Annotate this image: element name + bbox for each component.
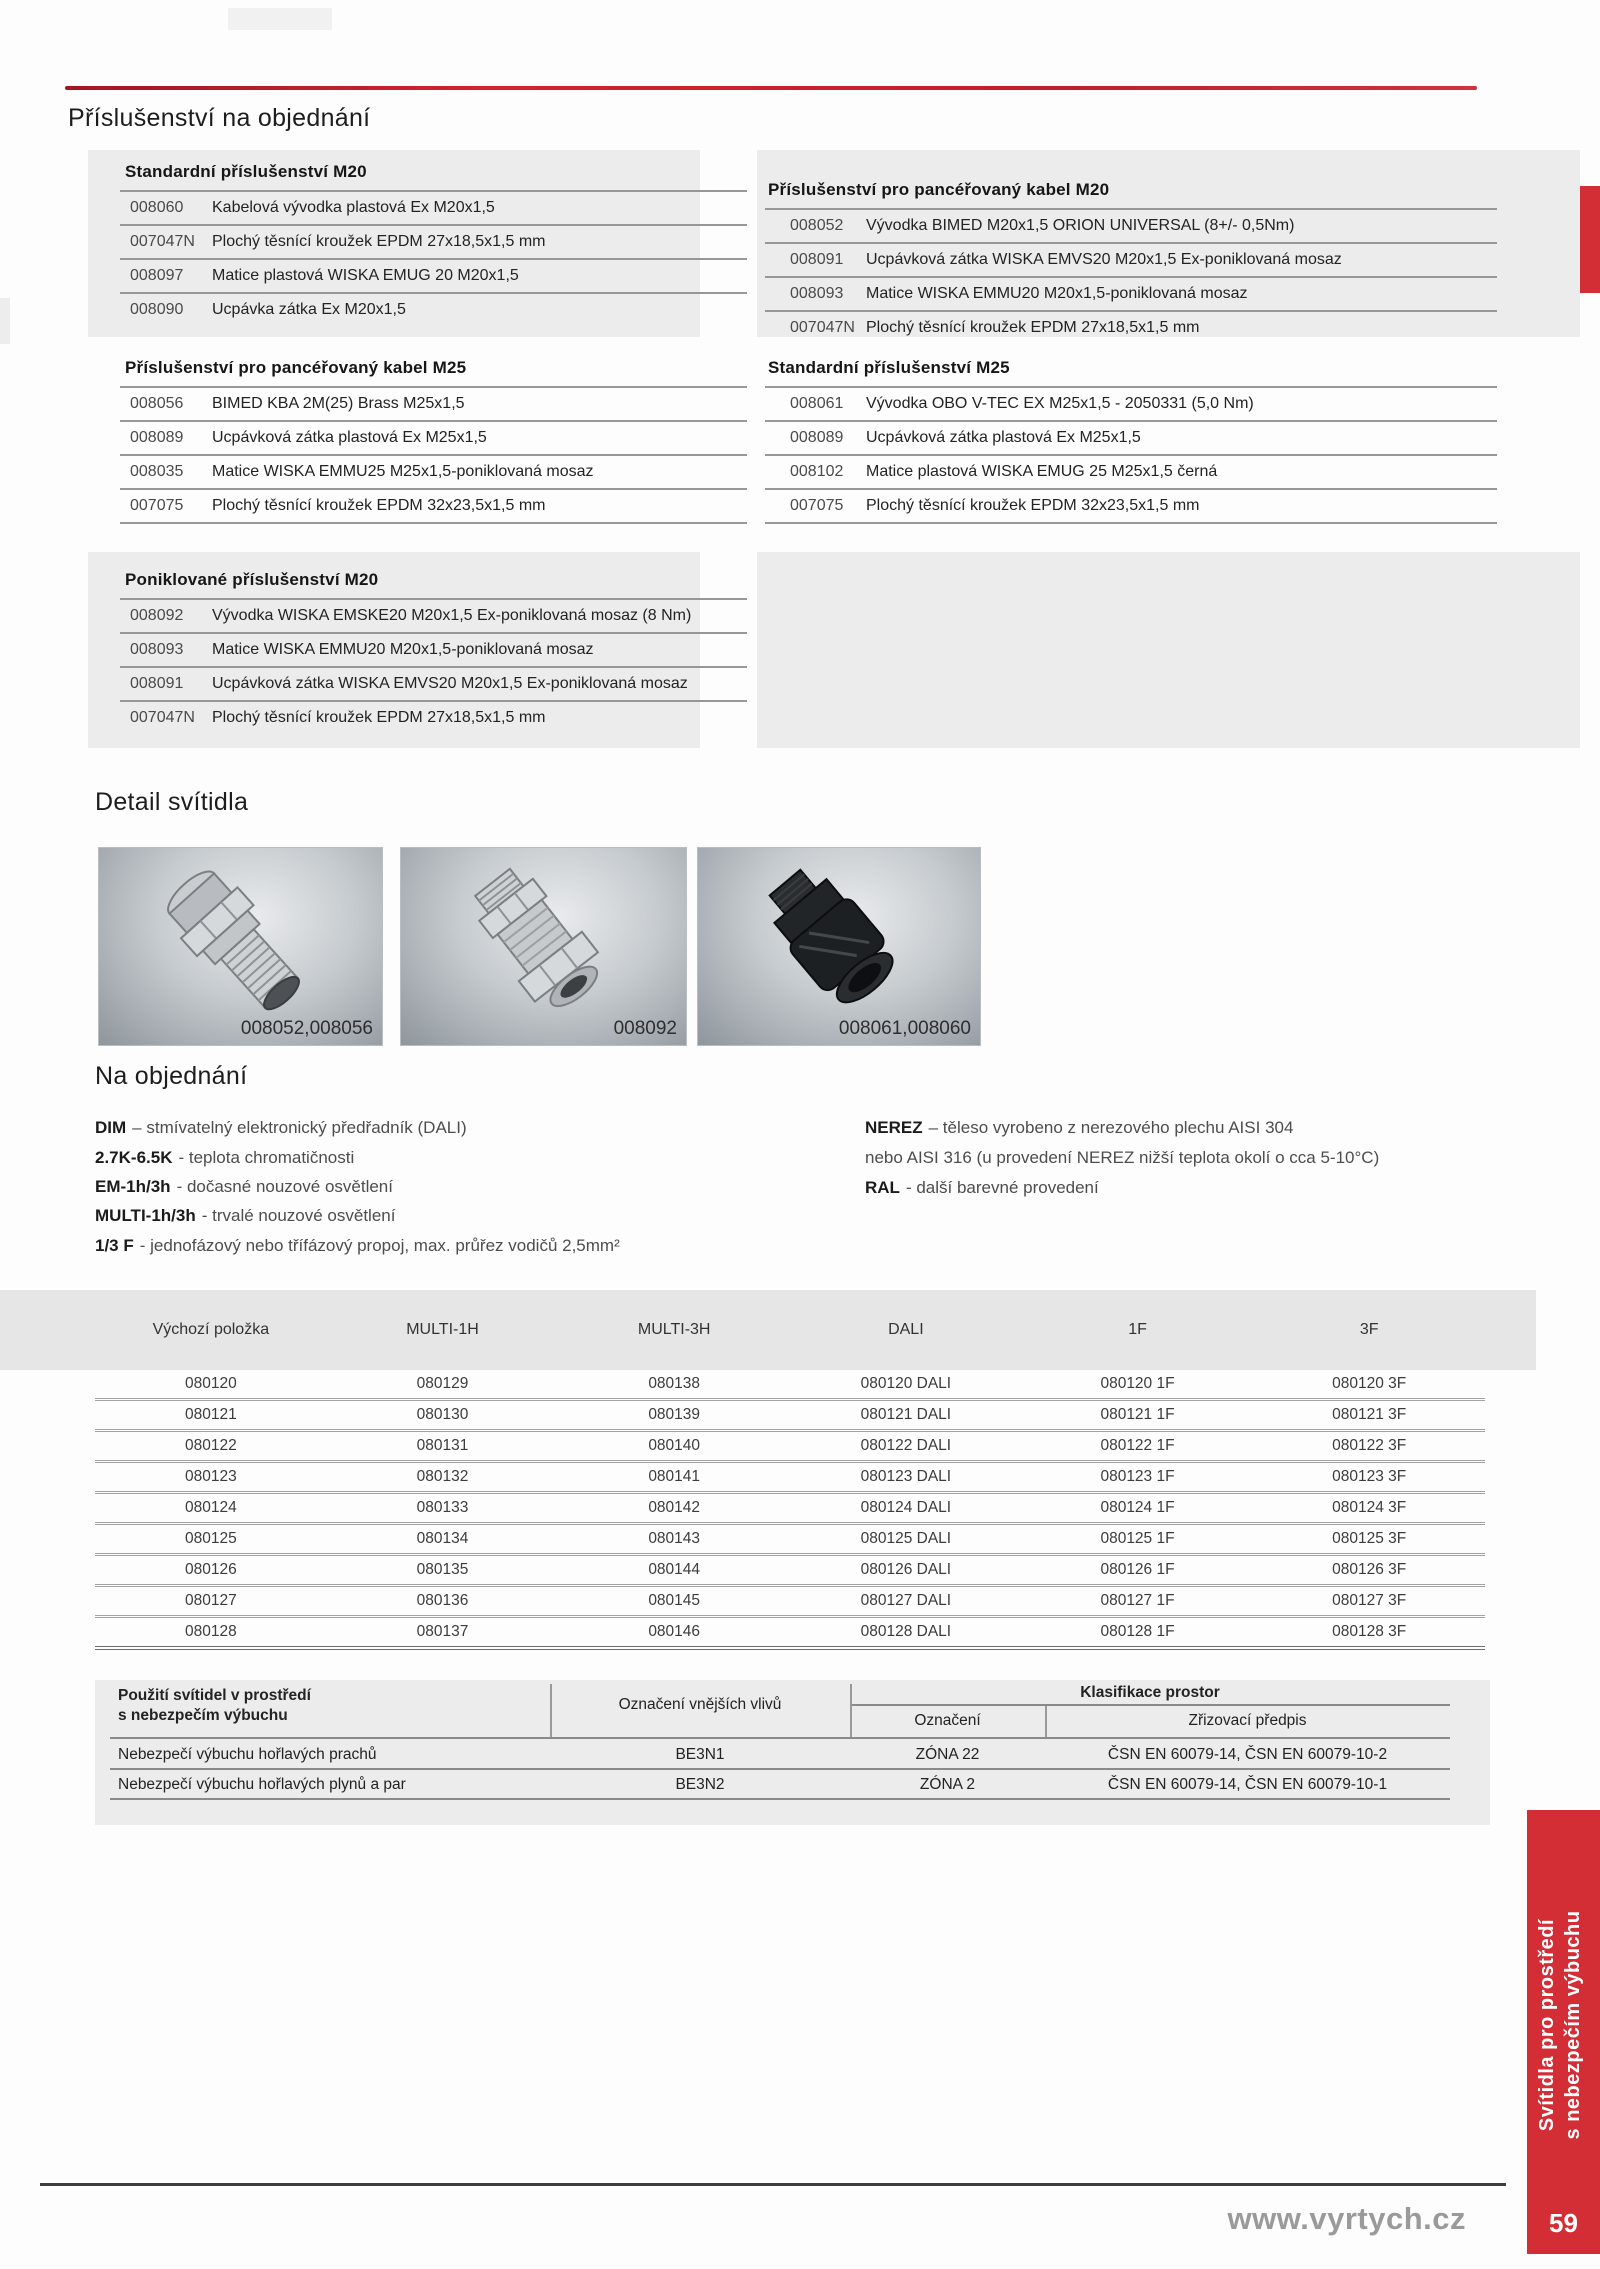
feature-term: 2.7K-6.5K bbox=[95, 1148, 173, 1167]
item-code: 008089 bbox=[790, 429, 844, 446]
matrix-cell: 080124 1F bbox=[1100, 1499, 1175, 1516]
accessory-row bbox=[120, 292, 747, 326]
matrix-cell: 080123 bbox=[184, 1468, 237, 1485]
classification-subheader-designation: Označení bbox=[914, 1712, 981, 1729]
classification-header-rule bbox=[110, 1737, 1450, 1739]
feature-dim bbox=[95, 1118, 467, 1138]
matrix-row bbox=[95, 1370, 1485, 1401]
table-title: Příslušenství pro pancéřovaný kabel M20 bbox=[768, 180, 1110, 199]
table-nickel-m20 bbox=[120, 570, 747, 734]
matrix-column-header: MULTI-1H bbox=[406, 1321, 479, 1338]
classification-row-rule bbox=[110, 1768, 1450, 1770]
accessory-row bbox=[765, 488, 1497, 524]
classification-col1-header bbox=[118, 1686, 542, 1726]
matrix-cell: 080141 bbox=[648, 1468, 701, 1485]
accessory-row bbox=[120, 190, 747, 224]
side-tab-line1: Svítidla pro prostředí bbox=[1536, 1918, 1558, 2132]
item-code: 007047N bbox=[130, 709, 195, 726]
matrix-column-header: 1F bbox=[1128, 1321, 1147, 1338]
matrix-cell: 080123 1F bbox=[1100, 1468, 1175, 1485]
accessory-panel-bottom-right bbox=[757, 552, 1580, 748]
matrix-cell: 080132 bbox=[416, 1468, 469, 1485]
image-caption: 008052,008056 bbox=[240, 1018, 373, 1039]
feature-text: – těleso vyrobeno z nerezového plechu AISI 304 bbox=[928, 1118, 1294, 1137]
matrix-cell: 080133 bbox=[416, 1499, 469, 1516]
item-code: 008090 bbox=[130, 301, 184, 318]
item-code: 008035 bbox=[130, 463, 184, 480]
feature-nerez-cont bbox=[865, 1148, 1379, 1168]
matrix-cell: 080128 bbox=[184, 1623, 237, 1640]
ordering-heading: Na objednání bbox=[95, 1062, 248, 1090]
item-code: 007075 bbox=[130, 497, 184, 514]
matrix-cell: 080121 1F bbox=[1100, 1406, 1175, 1423]
accessory-row bbox=[120, 224, 747, 258]
table-armored-m25 bbox=[120, 358, 747, 524]
accessory-row bbox=[120, 420, 747, 454]
matrix-cell: 080120 3F bbox=[1332, 1375, 1407, 1392]
product-image-3 bbox=[697, 847, 981, 1046]
item-description: Plochý těsnící kroužek EPDM 27x18,5x1,5 mm bbox=[866, 319, 1200, 336]
matrix-column-header: 3F bbox=[1359, 1321, 1379, 1338]
matrix-cell: 080125 bbox=[184, 1530, 237, 1547]
table-rows bbox=[120, 598, 747, 734]
matrix-cell: 080124 3F bbox=[1332, 1499, 1407, 1516]
matrix-cell: 080143 bbox=[648, 1530, 701, 1547]
feature-text: - trvalé nouzové osvětlení bbox=[201, 1206, 396, 1225]
matrix-cell: 080126 DALI bbox=[860, 1561, 952, 1578]
feature-phase bbox=[95, 1236, 620, 1256]
classification-subheader-standard: Zřizovací předpis bbox=[1188, 1712, 1307, 1729]
group-header-underline bbox=[850, 1704, 1450, 1706]
accessory-row bbox=[765, 208, 1497, 242]
matrix-cell: 080120 bbox=[184, 1375, 237, 1392]
matrix-cell: 080142 bbox=[648, 1499, 701, 1516]
matrix-cell: 080122 bbox=[184, 1437, 237, 1454]
footer-rule bbox=[40, 2183, 1506, 2186]
side-tab-line2: s nebezpečím výbuchu bbox=[1562, 1910, 1584, 2140]
feature-multi bbox=[95, 1206, 395, 1226]
table-title: Poniklované příslušenství M20 bbox=[125, 570, 379, 589]
image-caption: 008061,008060 bbox=[838, 1018, 971, 1039]
feature-text: - teplota chromatičnosti bbox=[178, 1148, 355, 1167]
table-title: Standardní příslušenství M25 bbox=[768, 358, 1010, 377]
item-description: Matice WISKA EMMU20 M20x1,5-poniklovaná mosaz bbox=[866, 285, 1248, 302]
product-image-2 bbox=[400, 847, 687, 1046]
matrix-cell: 080127 1F bbox=[1100, 1592, 1175, 1609]
feature-term: MULTI-1h/3h bbox=[95, 1206, 196, 1225]
footer-url[interactable]: www.vyrtych.cz bbox=[1227, 2201, 1466, 2236]
feature-text: - další barevné provedení bbox=[905, 1178, 1099, 1197]
matrix-cell: 080134 bbox=[416, 1530, 469, 1547]
classification-row1-use: Nebezpečí výbuchu hořlavých prachů bbox=[118, 1746, 377, 1763]
item-code: 008052 bbox=[790, 217, 844, 234]
matrix-row bbox=[95, 1556, 1485, 1587]
matrix-cell: 080121 DALI bbox=[860, 1406, 952, 1423]
table-rows bbox=[120, 190, 747, 326]
matrix-header-row bbox=[95, 1290, 1485, 1370]
matrix-column-header: DALI bbox=[888, 1321, 924, 1338]
matrix-cell: 080124 bbox=[184, 1499, 237, 1516]
chapter-side-tab-label bbox=[1534, 1845, 1588, 2205]
matrix-cell: 080126 1F bbox=[1100, 1561, 1175, 1578]
table-standard-m25 bbox=[765, 358, 1497, 524]
matrix-cell: 080136 bbox=[416, 1592, 469, 1609]
item-code: 008092 bbox=[130, 607, 184, 624]
accessory-row bbox=[120, 258, 747, 292]
matrix-cell: 080130 bbox=[416, 1406, 469, 1423]
accessory-row bbox=[120, 454, 747, 488]
matrix-cell: 080145 bbox=[648, 1592, 701, 1609]
item-description: Matice WISKA EMMU25 M25x1,5-poniklovaná mosaz bbox=[212, 463, 594, 480]
matrix-column-header: MULTI-3H bbox=[637, 1321, 711, 1338]
feature-ral bbox=[865, 1178, 1099, 1198]
accessory-row bbox=[765, 242, 1497, 276]
matrix-cell: 080120 DALI bbox=[860, 1375, 952, 1392]
matrix-cell: 080140 bbox=[648, 1437, 701, 1454]
item-description: Plochý těsnící kroužek EPDM 32x23,5x1,5 mm bbox=[212, 497, 546, 514]
matrix-column-header: Výchozí položka bbox=[152, 1321, 270, 1338]
divider-col3-col4 bbox=[1045, 1706, 1047, 1737]
table-title: Příslušenství pro pancéřovaný kabel M25 bbox=[125, 358, 467, 377]
item-code: 007047N bbox=[790, 319, 855, 336]
item-description: Matice plastová WISKA EMUG 25 M25x1,5 černá bbox=[866, 463, 1218, 480]
matrix-cell: 080125 1F bbox=[1100, 1530, 1175, 1547]
classification-group-header: Klasifikace prostor bbox=[1080, 1684, 1220, 1701]
matrix-cell: 080126 3F bbox=[1332, 1561, 1407, 1578]
item-description: Matice plastová WISKA EMUG 20 M20x1,5 bbox=[212, 267, 519, 284]
matrix-cell: 080135 bbox=[416, 1561, 469, 1578]
image-caption: 008092 bbox=[613, 1018, 677, 1039]
col1-header-line1: Použití svítidel v prostředí bbox=[118, 1687, 311, 1704]
divider-col1-col2 bbox=[550, 1684, 552, 1737]
accessory-row bbox=[120, 666, 747, 700]
accessory-row bbox=[120, 700, 747, 734]
item-code: 008097 bbox=[130, 267, 184, 284]
accessory-row bbox=[120, 386, 747, 420]
feature-term: EM-1h/3h bbox=[95, 1177, 171, 1196]
matrix-cell: 080128 DALI bbox=[860, 1623, 952, 1640]
classification-col2-header: Označení vnějších vlivů bbox=[618, 1696, 782, 1713]
feature-text: - dočasné nouzové osvětlení bbox=[176, 1177, 393, 1196]
item-description: Ucpávková zátka WISKA EMVS20 M20x1,5 Ex-poniklovaná mosaz bbox=[866, 251, 1342, 268]
classification-row1-standard: ČSN EN 60079-14, ČSN EN 60079-10-2 bbox=[1107, 1746, 1388, 1763]
item-description: Ucpávka zátka Ex M20x1,5 bbox=[212, 301, 406, 318]
item-code: 008093 bbox=[130, 641, 184, 658]
item-description: Plochý těsnící kroužek EPDM 32x23,5x1,5 mm bbox=[866, 497, 1200, 514]
matrix-cell: 080122 1F bbox=[1100, 1437, 1175, 1454]
accessory-row bbox=[120, 488, 747, 524]
feature-cct bbox=[95, 1148, 354, 1168]
feature-text: – stmívatelný elektronický předřadník (DALI) bbox=[132, 1118, 467, 1137]
classification-bottom-rule bbox=[110, 1798, 1450, 1800]
classification-row2-standard: ČSN EN 60079-14, ČSN EN 60079-10-1 bbox=[1107, 1776, 1388, 1793]
cable-gland-photo bbox=[400, 847, 687, 1046]
divider-col2-col3 bbox=[850, 1684, 852, 1737]
feature-term: RAL bbox=[865, 1178, 900, 1197]
table-rows bbox=[765, 386, 1497, 524]
item-description: Plochý těsnící kroužek EPDM 27x18,5x1,5 mm bbox=[212, 233, 546, 250]
item-code: 008056 bbox=[130, 395, 184, 412]
matrix-cell: 080120 1F bbox=[1100, 1375, 1175, 1392]
accessory-row bbox=[765, 454, 1497, 488]
matrix-row bbox=[95, 1587, 1485, 1618]
classification-row1-zone: ZÓNA 22 bbox=[915, 1746, 980, 1763]
matrix-row bbox=[95, 1432, 1485, 1463]
feature-term: 1/3 F bbox=[95, 1236, 134, 1255]
item-code: 008089 bbox=[130, 429, 184, 446]
classification-row1-influence: BE3N1 bbox=[675, 1746, 725, 1763]
page-title: Příslušenství na objednání bbox=[68, 104, 371, 132]
feature-nerez bbox=[865, 1118, 1293, 1138]
item-description: Matice WISKA EMMU20 M20x1,5-poniklovaná mosaz bbox=[212, 641, 594, 658]
item-description: Ucpávková zátka WISKA EMVS20 M20x1,5 Ex-poniklovaná mosaz bbox=[212, 675, 688, 692]
matrix-cell: 080125 DALI bbox=[860, 1530, 952, 1547]
matrix-cell: 080131 bbox=[416, 1437, 469, 1454]
item-description: BIMED KBA 2M(25) Brass M25x1,5 bbox=[212, 395, 465, 412]
matrix-cell: 080122 3F bbox=[1332, 1437, 1407, 1454]
item-description: Vývodka WISKA EMSKE20 M20x1,5 Ex-poniklovaná mosaz (8 Nm) bbox=[212, 607, 692, 624]
matrix-cell: 080125 3F bbox=[1332, 1530, 1407, 1547]
cable-gland-photo bbox=[697, 847, 981, 1046]
accessory-row bbox=[765, 386, 1497, 420]
accessory-row bbox=[765, 276, 1497, 310]
matrix-cell: 080127 3F bbox=[1332, 1592, 1407, 1609]
item-description: Ucpávková zátka plastová Ex M25x1,5 bbox=[866, 429, 1141, 446]
matrix-cell: 080123 DALI bbox=[860, 1468, 952, 1485]
top-red-rule bbox=[65, 86, 1477, 90]
matrix-row bbox=[95, 1494, 1485, 1525]
item-code: 008091 bbox=[130, 675, 184, 692]
feature-term: DIM bbox=[95, 1118, 127, 1137]
page-number: 59 bbox=[1549, 2208, 1578, 2238]
matrix-cell: 080146 bbox=[648, 1623, 701, 1640]
matrix-cell: 080127 bbox=[184, 1592, 237, 1609]
item-description: Vývodka OBO V-TEC EX M25x1,5 - 2050331 (5,0 Nm) bbox=[866, 395, 1254, 412]
matrix-row bbox=[95, 1618, 1485, 1650]
matrix-cell: 080139 bbox=[648, 1406, 701, 1423]
feature-text: - jednofázový nebo třífázový propoj, max. průřez vodičů 2,5mm² bbox=[139, 1236, 620, 1255]
item-description: Plochý těsnící kroužek EPDM 27x18,5x1,5 mm bbox=[212, 709, 546, 726]
matrix-cell: 080128 3F bbox=[1332, 1623, 1407, 1640]
scan-artifact-top bbox=[228, 8, 332, 30]
table-standard-m20 bbox=[120, 162, 747, 326]
matrix-cell: 080129 bbox=[416, 1375, 469, 1392]
matrix-cell: 080137 bbox=[416, 1623, 469, 1640]
matrix-cell: 080144 bbox=[648, 1561, 701, 1578]
matrix-cell: 080121 bbox=[184, 1406, 237, 1423]
matrix-cell: 080123 3F bbox=[1332, 1468, 1407, 1485]
accessory-row bbox=[120, 632, 747, 666]
table-rows bbox=[765, 208, 1497, 344]
matrix-row bbox=[95, 1463, 1485, 1494]
matrix-cell: 080124 DALI bbox=[860, 1499, 952, 1516]
item-description: Vývodka BIMED M20x1,5 ORION UNIVERSAL (8+/- 0,5Nm) bbox=[866, 217, 1295, 234]
item-code: 008102 bbox=[790, 463, 844, 480]
matrix-cell: 080126 bbox=[184, 1561, 237, 1578]
matrix-cell: 080121 3F bbox=[1332, 1406, 1407, 1423]
matrix-cell: 080138 bbox=[648, 1375, 701, 1392]
accessory-row bbox=[765, 310, 1497, 344]
feature-em bbox=[95, 1177, 393, 1197]
matrix-cell: 080128 1F bbox=[1100, 1623, 1175, 1640]
item-code: 008091 bbox=[790, 251, 844, 268]
item-code: 007047N bbox=[130, 233, 195, 250]
classification-row2-influence: BE3N2 bbox=[675, 1776, 725, 1793]
accessory-row bbox=[120, 598, 747, 632]
classification-row2-zone: ZÓNA 2 bbox=[919, 1776, 976, 1793]
detail-heading: Detail svítidla bbox=[95, 788, 249, 816]
matrix-table bbox=[95, 1370, 1485, 1650]
scan-artifact-left bbox=[0, 298, 10, 344]
cable-gland-photo bbox=[98, 847, 383, 1046]
classification-row2-use: Nebezpečí výbuchu hořlavých plynů a par bbox=[118, 1776, 406, 1793]
table-title: Standardní příslušenství M20 bbox=[125, 162, 367, 181]
item-code: 008061 bbox=[790, 395, 844, 412]
item-code: 008060 bbox=[130, 199, 184, 216]
item-description: Kabelová vývodka plastová Ex M20x1,5 bbox=[212, 199, 495, 216]
table-rows bbox=[120, 386, 747, 524]
matrix-row bbox=[95, 1525, 1485, 1556]
product-image-1 bbox=[98, 847, 383, 1046]
item-description: Ucpávková zátka plastová Ex M25x1,5 bbox=[212, 429, 487, 446]
item-code: 008093 bbox=[790, 285, 844, 302]
feature-text: nebo AISI 316 (u provedení NEREZ nižší teplota okolí o cca 5-10°C) bbox=[865, 1148, 1380, 1167]
item-code: 007075 bbox=[790, 497, 844, 514]
matrix-cell: 080127 DALI bbox=[860, 1592, 952, 1609]
col1-header-line2: s nebezpečím výbuchu bbox=[118, 1707, 288, 1724]
matrix-row bbox=[95, 1401, 1485, 1432]
feature-term: NEREZ bbox=[865, 1118, 923, 1137]
table-armored-m20 bbox=[765, 180, 1497, 344]
matrix-cell: 080122 DALI bbox=[860, 1437, 952, 1454]
accessory-row bbox=[765, 420, 1497, 454]
